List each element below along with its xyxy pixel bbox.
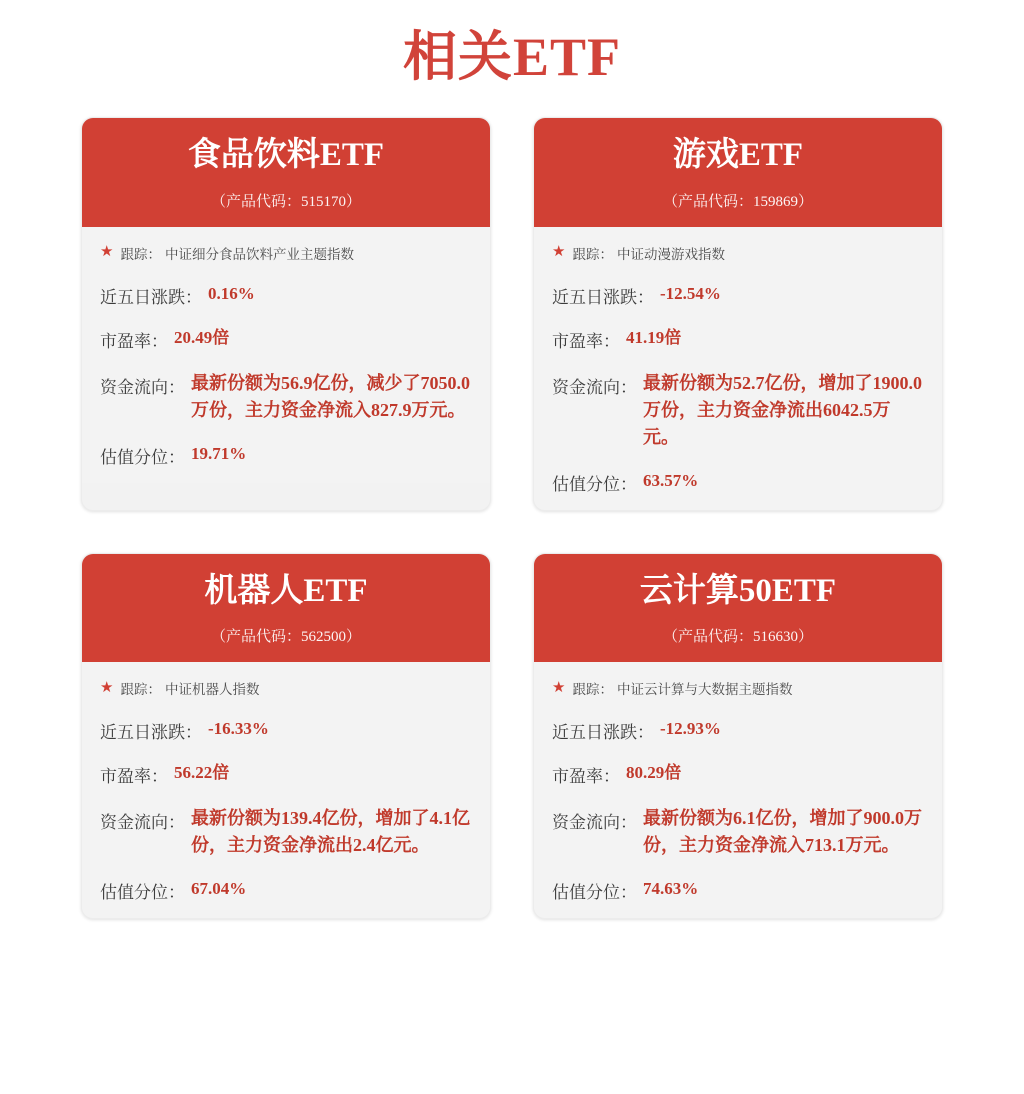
valuation-value: 74.63%: [643, 879, 699, 899]
valuation-label: 估值分位：: [100, 883, 185, 903]
flow-value: 最新份额为139.4亿份，增加了4.1亿份，主力资金净流出2.4亿元。: [191, 808, 470, 856]
pe-row: [82, 317, 490, 361]
five-day-value: 0.16%: [208, 283, 255, 303]
etf-card-header: [534, 554, 942, 663]
pe-label: 市盈率：: [552, 331, 620, 351]
valuation-label: 估值分位：: [100, 447, 185, 467]
etf-code: （产品代码：159869）: [662, 193, 813, 210]
etf-name: 云计算50ETF: [639, 572, 837, 609]
pe-value: 56.22倍: [174, 763, 230, 783]
valuation-value: 19.71%: [191, 443, 247, 463]
track-value: 中证细分食品饮料产业主题指数: [164, 246, 354, 262]
valuation-row: [534, 868, 942, 912]
flow-row: [534, 796, 942, 868]
five-day-row: [534, 273, 942, 317]
pe-label: 市盈率：: [552, 767, 620, 787]
etf-card-body: [534, 662, 942, 918]
track-value: 中证动漫游戏指数: [616, 246, 725, 262]
five-day-value: -16.33%: [208, 719, 269, 739]
etf-card-body: [82, 662, 490, 918]
valuation-row: [82, 868, 490, 912]
five-day-row: [82, 708, 490, 752]
flow-label: 资金流向：: [100, 377, 185, 397]
etf-name: 游戏ETF: [672, 137, 804, 173]
etf-track-row: [534, 231, 942, 273]
track-label: 跟踪：: [572, 682, 613, 698]
pe-label: 市盈率：: [100, 767, 168, 787]
etf-track-row: [82, 666, 490, 708]
etf-page: [0, 14, 1024, 939]
flow-value: 最新份额为6.1亿份，增加了900.0万份，主力资金净流入713.1万元。: [643, 808, 922, 856]
valuation-row: [534, 460, 942, 504]
valuation-row: [82, 433, 490, 477]
etf-code: （产品代码：515170）: [210, 193, 361, 210]
pe-value: 20.49倍: [174, 327, 230, 347]
star-icon: ★: [552, 679, 566, 696]
etf-card-header: [534, 118, 942, 227]
etf-card[interactable]: [81, 117, 491, 511]
five-day-row: [534, 708, 942, 752]
etf-code: （产品代码：562500）: [210, 629, 361, 646]
etf-card-body: [534, 227, 942, 510]
etf-card-header: [82, 554, 490, 663]
page-title: 相关ETF: [402, 27, 622, 87]
flow-label: 资金流向：: [552, 813, 637, 833]
etf-track-row: [82, 231, 490, 273]
track-label: 跟踪：: [572, 246, 613, 262]
etf-name: 食品饮料ETF: [187, 137, 385, 173]
pe-value: 41.19倍: [626, 327, 682, 347]
five-day-value: -12.54%: [660, 283, 721, 303]
flow-value: 最新份额为52.7亿份，增加了1900.0万份，主力资金净流出6042.5万元。: [643, 372, 922, 447]
track-value: 中证云计算与大数据主题指数: [616, 682, 793, 698]
etf-card-header: [82, 118, 490, 227]
flow-value: 最新份额为56.9亿份，减少了7050.0万份，主力资金净流入827.9万元。: [191, 372, 470, 420]
flow-row: [534, 361, 942, 460]
pe-row: [82, 752, 490, 796]
valuation-label: 估值分位：: [552, 883, 637, 903]
track-label: 跟踪：: [120, 682, 161, 698]
five-day-label: 近五日涨跌：: [552, 287, 654, 307]
etf-code: （产品代码：516630）: [662, 629, 813, 646]
track-label: 跟踪：: [120, 246, 161, 262]
five-day-label: 近五日涨跌：: [100, 723, 202, 743]
pe-row: [534, 317, 942, 361]
valuation-value: 63.57%: [643, 470, 699, 490]
etf-card-body: [82, 227, 490, 483]
five-day-label: 近五日涨跌：: [100, 287, 202, 307]
etf-card-grid: [0, 117, 1024, 919]
pe-label: 市盈率：: [100, 331, 168, 351]
star-icon: ★: [552, 244, 566, 261]
pe-value: 80.29倍: [626, 763, 682, 783]
star-icon: ★: [100, 244, 114, 261]
flow-row: [82, 361, 490, 433]
etf-card[interactable]: [81, 553, 491, 920]
etf-name: 机器人ETF: [204, 572, 368, 609]
pe-row: [534, 752, 942, 796]
five-day-label: 近五日涨跌：: [552, 723, 654, 743]
etf-track-row: [534, 666, 942, 708]
five-day-row: [82, 273, 490, 317]
etf-card[interactable]: [533, 117, 943, 511]
flow-label: 资金流向：: [552, 377, 637, 397]
star-icon: ★: [100, 679, 114, 696]
track-value: 中证机器人指数: [164, 682, 260, 698]
valuation-value: 67.04%: [191, 879, 247, 899]
five-day-value: -12.93%: [660, 719, 721, 739]
etf-card[interactable]: [533, 553, 943, 920]
valuation-label: 估值分位：: [552, 474, 637, 494]
flow-label: 资金流向：: [100, 813, 185, 833]
flow-row: [82, 796, 490, 868]
